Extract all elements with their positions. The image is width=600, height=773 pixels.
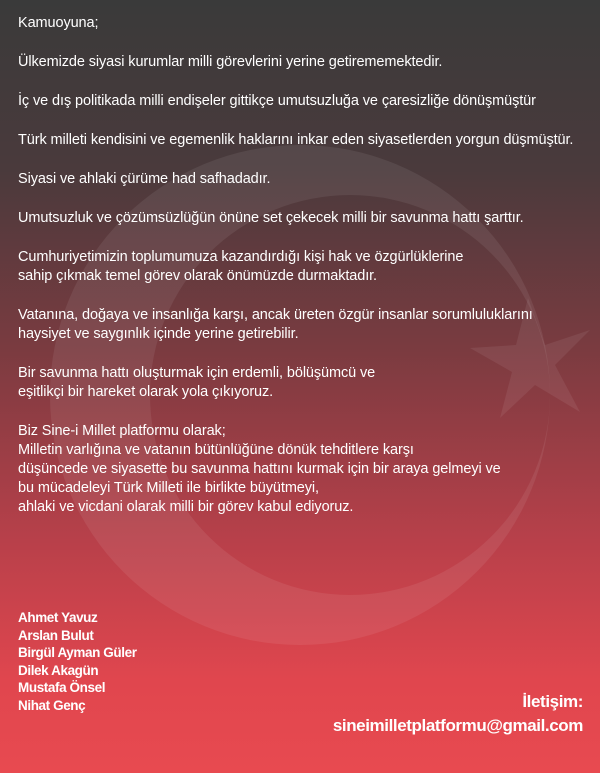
paragraph-line: Bir savunma hattı oluşturmak için erdemli, bölüşümcü ve (18, 365, 376, 381)
paragraph-line: ahlaki ve vicdani olarak milli bir görev kabul ediyoruz. (18, 499, 354, 515)
signatory-name: Arslan Bulut (18, 627, 94, 643)
paragraph-line: Milletin varlığına ve vatanın bütünlüğüne dönük tehditlere karşı (18, 442, 414, 458)
paragraph (18, 92, 588, 111)
paragraph-line: sahip çıkmak temel görev olarak önümüzde durmaktadır. (18, 268, 377, 284)
paragraph-line: Vatanına, doğaya ve insanlığa karşı, ancak üreten özgür insanlar sorumluluklarını (18, 307, 533, 323)
signatory-name: Dilek Akagün (18, 662, 99, 678)
paragraph (18, 364, 588, 402)
signatory-list (18, 609, 137, 715)
paragraph-line: eşitlikçi bir hareket olarak yola çıkıyoruz. (18, 384, 274, 400)
paragraph-line: Umutsuzluk ve çözümsüzlüğün önüne set çekecek milli bir savunma hattı şarttır. (18, 210, 524, 226)
paragraph (18, 170, 588, 189)
paragraph-line: İç ve dış politikada milli endişeler gittikçe umutsuzluğa ve çaresizliğe dönüşmüştür (18, 93, 536, 109)
paragraph-line: Ülkemizde siyasi kurumlar milli görevlerini yerine getirememektedir. (18, 54, 443, 70)
paragraph (18, 306, 588, 344)
contact-block (333, 690, 583, 738)
paragraph-line: Siyasi ve ahlaki çürüme had safhadadır. (18, 171, 271, 187)
paragraph (18, 131, 588, 150)
paragraph-line: Türk milleti kendisini ve egemenlik haklarını inkar eden siyasetlerden yorgun düşmüştür. (18, 132, 574, 148)
signatory-name: Birgül Ayman Güler (18, 645, 137, 661)
paragraph-line: Biz Sine-i Millet platformu olarak; (18, 423, 226, 439)
paragraph-line: Cumhuriyetimizin toplumumuza kazandırdığı kişi hak ve özgürlüklerine (18, 249, 464, 265)
paragraph (18, 248, 588, 286)
paragraph (18, 422, 588, 517)
paragraph (18, 53, 588, 72)
salutation: Kamuoyuna; (18, 15, 99, 31)
paragraph (18, 209, 588, 228)
signatory-name: Ahmet Yavuz (18, 610, 98, 625)
paragraph-line: haysiyet ve saygınlık içinde yerine getirebilir. (18, 326, 299, 342)
signatory-name: Mustafa Önsel (18, 680, 106, 696)
contact-email: sineimilletplatformu@gmail.com (332, 716, 583, 735)
paragraph-line: bu mücadeleyi Türk Milleti ile birlikte büyütmeyi, (18, 480, 319, 496)
signatory-name: Nihat Genç (18, 697, 86, 713)
open-letter (18, 14, 588, 517)
paragraph-line: düşüncede ve siyasette bu savunma hattını kurmak için bir araya gelmeyi ve (18, 461, 501, 477)
contact-label: İletişim: (522, 692, 583, 711)
